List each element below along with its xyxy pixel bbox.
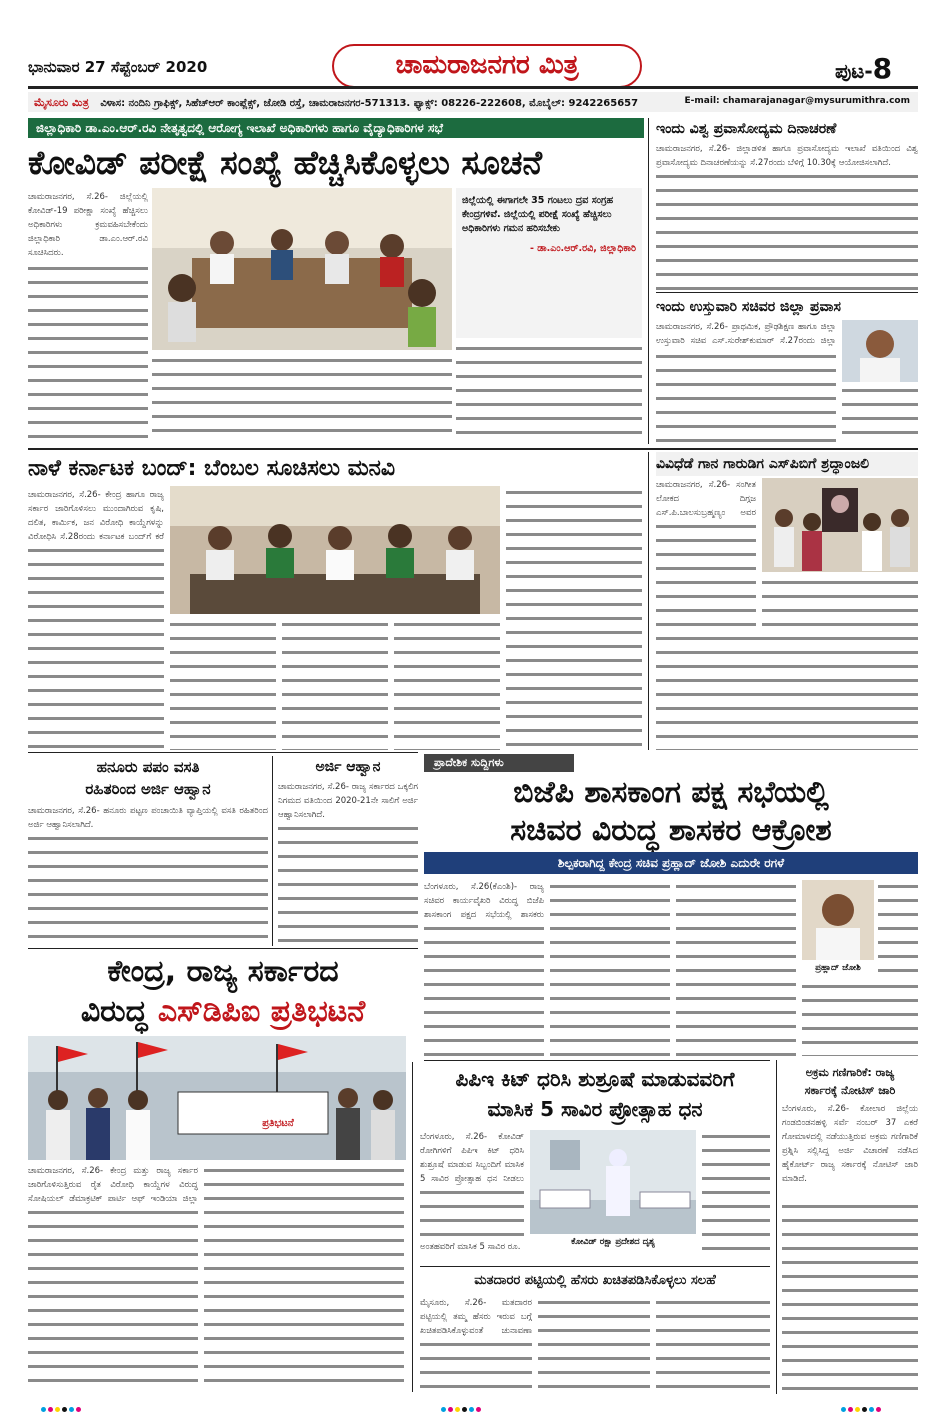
meeting-photo [152, 188, 452, 350]
article4-column-5 [506, 486, 642, 750]
article8-column-5 [802, 980, 918, 1056]
article1-headline: ಕೋವಿಡ್ ಪರೀಕ್ಷೆ ಸಂಖ್ಯೆ ಹೆಚ್ಚಿಸಿಕೊಳ್ಳಲು ಸೂಚನೆ [28, 143, 543, 182]
article8-column-1 [424, 922, 544, 1056]
article3-lead: ಚಾಮರಾಜನಗರ, ಸೆ.26- ಪ್ರಾಥಮಿಕ, ಪ್ರೌಢಶಿಕ್ಷಣ ಹಾಗೂ ಜಿಲ್ಲಾ ಉಸ್ತುವಾರಿ ಸಚಿವ ಎಸ್.ಸುರೇಶ್‌ಕುಮಾರ್ ಸೆ.27ರಂದು ಜಿಲ್ಲಾ [656, 322, 836, 346]
article1-quote-box [456, 188, 642, 338]
covid-ward-photo [530, 1130, 696, 1234]
article8-column-2 [550, 880, 670, 1056]
article10-headline [420, 1064, 770, 1126]
article8-column-4 [878, 880, 918, 976]
protest-photo [28, 1036, 406, 1160]
article10-column-2 [702, 1130, 770, 1260]
article8-headline-line2: ಸಚಿವರ ವಿರುದ್ಧ ಶಾಸಕರ ಆಕ್ರೋಶ [510, 813, 832, 848]
article9-lead: ಚಾಮರಾಜನಗರ, ಸೆ.26- ಕೇಂದ್ರ ಮತ್ತು ರಾಜ್ಯ ಸರ್ಕಾರ ಜಾರಿಗೊಳಿಸುತ್ತಿರುವ ರೈತ ವಿರೋಧಿ ಕಾಯ್ದೆಗಳ ವಿರುದ್ಧ ಸೋಷಿಯಲ್ ಡೆಮಾಕ್ರಟಿಕ್ ಪಾರ್ಟಿ ಆಫ್ ಇಂಡಿಯಾ ಜಿಲ್ಲಾ [28, 1166, 198, 1204]
article3-body-2 [842, 384, 918, 444]
article10-headline-line2: ಮಾಸಿಕ 5 ಸಾವಿರ ಪ್ರೋತ್ಸಾಹ ಧನ [487, 1097, 703, 1121]
article10-lead: ಬೆಂಗಳೂರು, ಸೆ.26- ಕೋವಿಡ್ ರೋಗಿಗಳಿಗೆ ಪಿಪಿಇ ಕಿಟ್ ಧರಿಸಿ ಶುಶ್ರೂಷೆ ಮಾಡುವ ಸಿಬ್ಬಂದಿಗೆ ಮಾಸಿಕ 5 ಸಾವಿರ ಪ್ರೋತ್ಸಾಹ ಧನ ನೀಡಲು [420, 1132, 524, 1184]
article10-footer: ಅಂತಹವರಿಗೆ ಮಾಸಿಕ 5 ಸಾವಿರ ರೂ. [420, 1242, 521, 1252]
article8-headline [424, 774, 918, 850]
article4-lead: ಚಾಮರಾಜನಗರ, ಸೆ.26- ಕೇಂದ್ರ ಹಾಗೂ ರಾಜ್ಯ ಸರ್ಕಾರ ಜಾರಿಗೊಳಿಸಲು ಮುಂದಾಗಿರುವ ಕೃಷಿ, ದಲಿತ, ಕಾರ್ಮಿಕ, ಜನ ವಿರೋಧಿ ಕಾಯ್ದೆಗಳನ್ನು ವಿರೋಧಿಸಿ ಸೆ.28ರಂದು ಕರ್ನಾಟಕ ಬಂದ್‌ಗೆ ಕರೆ [28, 490, 164, 542]
article9-column-2 [204, 1164, 404, 1392]
article8-headline-line1: ಬಿಜೆಪಿ ಶಾಸಕಾಂಗ ಪಕ್ಷ ಸಭೆಯಲ್ಲಿ [513, 775, 829, 810]
article6-body [28, 832, 268, 944]
article8-column-3 [676, 880, 796, 1056]
article1-column-3 [456, 342, 642, 442]
protest-banner-text: ಪ್ರತಿಭಟನೆ [262, 1118, 294, 1129]
joshi-caption: ಪ್ರಹ್ಲಾದ್ ಜೋಶಿ [815, 963, 861, 973]
article7-body [278, 822, 418, 944]
article6-lead: ಚಾಮರಾಜನಗರ, ಸೆ.26- ಹನೂರು ಪಟ್ಟಣ ಪಂಚಾಯಿತಿ ವ್ಯಾಪ್ತಿಯಲ್ಲಿ ವಸತಿ ರಹಿತರಿಂದ ಅರ್ಜಿ ಆಹ್ವಾನಿಸಲಾಗಿದೆ. [28, 806, 268, 830]
article2-body [656, 170, 918, 290]
covid-ward-caption: ಕೋವಿಡ್ ರಕ್ಷಾ ಪ್ರದೇಶದ ದೃಶ್ಯ [571, 1237, 655, 1247]
newspaper-title: ಚಾಮರಾಜನಗರ ಮಿತ್ರ [332, 44, 642, 88]
article8-lead: ಬೆಂಗಳೂರು, ಸೆ.26(ಕೆಎಂಶಿ)- ರಾಜ್ಯ ಸಚಿವರ ಕಾರ್ಯವೈಖರಿ ವಿರುದ್ಧ ಬಿಜೆಪಿ ಶಾಸಕಾಂಗ ಪಕ್ಷದ ಸಭೆಯಲ್ಲಿ ಶಾಸಕರು [424, 882, 544, 920]
article1-column-1 [28, 262, 148, 440]
article12-column-3 [656, 1296, 770, 1392]
article12-column-1 [420, 1338, 532, 1392]
article4-column-4 [394, 618, 500, 750]
article10-column-1 [420, 1186, 524, 1238]
article11-headline [782, 1064, 918, 1100]
article5-headline: ವಿವಿಧೆಡೆ ಗಾನ ಗಾರುಡಿಗ ಎಸ್‌ಪಿಬಿಗೆ ಶ್ರದ್ಧಾಂಜಲಿ [656, 452, 918, 476]
sister-brand: ಮೈಸೂರು ಮಿತ್ರ [34, 96, 89, 109]
contact-bar [28, 92, 918, 112]
article1-quote: ಜಿಲ್ಲೆಯಲ್ಲಿ ಈಗಾಗಲೇ 35 ಗಂಟಲು ದ್ರವ ಸಂಗ್ರಹ ಕೇಂದ್ರಗಳಿವೆ. ಜಿಲ್ಲೆಯಲ್ಲಿ ಪರೀಕ್ಷೆ ಸಂಖ್ಯೆ ಹೆಚ್ಚಿಸಲು ಅಧಿಕಾರಿಗಳು ಗಮನ ಹರಿಸಬೇಕು [462, 195, 614, 234]
article4-column-1 [28, 544, 164, 750]
article7-lead: ಚಾಮರಾಜನಗರ, ಸೆ.26- ರಾಜ್ಯ ಸರ್ಕಾರದ ಒಕ್ಕಲಿಗ ನಿಗಮದ ವತಿಯಿಂದ 2020-21ನೇ ಸಾಲಿಗೆ ಅರ್ಜಿ ಆಹ್ವಾನಿಸಲಾಗಿದೆ. [278, 782, 418, 820]
article7-headline: ಅರ್ಜಿ ಆಹ್ವಾನ [315, 759, 381, 775]
page-number-value: 8 [872, 52, 893, 85]
article9-headline-highlight: ಎಸ್‌ಡಿಪಿಐ ಪ್ರತಿಭಟನೆ [157, 994, 366, 1029]
article6-headline [28, 756, 268, 800]
article11-body [782, 1200, 918, 1392]
article2-lead: ಚಾಮರಾಜನಗರ, ಸೆ.26- ಜಿಲ್ಲಾಡಳಿತ ಹಾಗೂ ಪ್ರವಾಸೋದ್ಯಮ ಇಲಾಖೆ ವತಿಯಿಂದ ವಿಶ್ವ ಪ್ರವಾಸೋದ್ಯಮ ದಿನಾಚರಣೆಯನ್ನು ಸೆ.27ರಂದು ಬೆಳಿಗ್ಗೆ 10.30ಕ್ಕೆ ಆಯೋಜಿಸಲಾಗಿದೆ. [656, 144, 918, 168]
contact-email: E-mail: chamarajanagar@mysurumithra.com [684, 96, 910, 106]
article5-column-3 [656, 632, 918, 750]
article8-strip: ಶಿಲ್ಪಕರಾಗಿದ್ದ ಕೇಂದ್ರ ಸಚಿವ ಪ್ರಹ್ಲಾದ್ ಜೋಶಿ ಎದುರೇ ರಗಳೆ [424, 852, 918, 874]
article4-column-3 [282, 618, 388, 750]
article11-lead: ಬೆಂಗಳೂರು, ಸೆ.26- ಕೋಲಾರ ಜಿಲ್ಲೆಯ ಗಂಡಬಿಂಡನಹಳ್ಳಿ ಸರ್ವೆ ನಂಬರ್ 37 ಎಕರೆ ಗೋಮಾಳದಲ್ಲಿ ನಡೆಯುತ್ತಿರುವ ಅಕ್ರಮ ಗಣಿಗಾರಿಕೆ ಪ್ರಶ್ನಿಸಿ ಸಲ್ಲಿಸಿದ್ದ ಅರ್ಜಿ ವಿಚಾರಣೆ ನಡೆಸಿದ ಹೈಕೋರ್ಟ್ ರಾಜ್ಯ ಸರ್ಕಾರಕ್ಕೆ ನೋಟಿಸ್ ಜಾರಿ ಮಾಡಿದೆ. [782, 1104, 918, 1184]
article4-headline: ನಾಳೆ ಕರ್ನಾಟಕ ಬಂದ್: ಬೆಂಬಲ ಸೂಚಿಸಲು ಮನವಿ [28, 456, 396, 481]
article5-column-2 [762, 576, 918, 630]
article9-headline-line1: ಕೇಂದ್ರ, ರಾಜ್ಯ ಸರ್ಕಾರದ [107, 954, 339, 989]
tribute-photo [762, 478, 918, 572]
page-number [835, 52, 892, 85]
article9-headline-prefix: ವಿರುದ್ಧ [80, 994, 158, 1029]
joshi-portrait [802, 880, 874, 960]
page-label: ಪುಟ- [835, 59, 873, 83]
article12-headline: ಮತದಾರರ ಪಟ್ಟಿಯಲ್ಲಿ ಹೆಸರು ಖಚಿತಪಡಿಸಿಕೊಳ್ಳಲು ಸಲಹೆ [474, 1273, 716, 1288]
article5-lead: ಚಾಮರಾಜನಗರ, ಸೆ.26- ಸಂಗೀತ ಲೋಕದ ದಿಗ್ಗಜ ಎಸ್.ಪಿ.ಬಾಲಸುಬ್ರಹ್ಮಣ್ಯಂ ಅವರ [656, 480, 756, 518]
article12-column-2 [538, 1296, 650, 1392]
article11-headline-line2: ಸರ್ಕಾರಕ್ಕೆ ನೋಟಿಸ್ ಜಾರಿ [804, 1084, 896, 1097]
article2-headline: ಇಂದು ವಿಶ್ವ ಪ್ರವಾಸೋದ್ಯಮ ದಿನಾಚರಣೆ [656, 121, 837, 137]
article5-column-1 [656, 520, 756, 630]
article1-quote-author: - ಡಾ.ಎಂ.ಆರ್.ರವಿ, ಜಿಲ್ಲಾಧಿಕಾರಿ [529, 243, 636, 254]
article6-headline-line1: ಹನೂರು ಪಪಂ ವಸತಿ [96, 758, 200, 776]
article11-headline-line1: ಅಕ್ರಮ ಗಣಿಗಾರಿಕೆ: ರಾಜ್ಯ [805, 1066, 895, 1079]
article3-body [656, 350, 836, 444]
article1-strip: ಜಿಲ್ಲಾಧಿಕಾರಿ ಡಾ.ಎಂ.ಆರ್.ರವಿ ನೇತೃತ್ವದಲ್ಲಿ ಆರೋಗ್ಯ ಇಲಾಖೆ ಅಧಿಕಾರಿಗಳು ಹಾಗೂ ವೈದ್ಯಾಧಿಕಾರಿಗಳ ಸಭೆ [28, 118, 644, 138]
registration-marks-right [840, 1404, 882, 1418]
article4-column-2 [170, 618, 276, 750]
regional-news-tag: ಪ್ರಾದೇಶಿಕ ಸುದ್ದಿಗಳು [424, 754, 574, 772]
article3-headline: ಇಂದು ಉಸ್ತುವಾರಿ ಸಚಿವರ ಜಿಲ್ಲಾ ಪ್ರವಾಸ [656, 299, 841, 315]
press-meet-photo [170, 486, 500, 614]
article10-headline-line1: ಪಿಪಿಇ ಕಿಟ್ ಧರಿಸಿ ಶುಶ್ರೂಷೆ ಮಾಡುವವರಿಗೆ [455, 1067, 735, 1091]
article1-lead: ಚಾಮರಾಜನಗರ, ಸೆ.26- ಜಿಲ್ಲೆಯಲ್ಲಿ ಕೋವಿಡ್-19 ಪರೀಕ್ಷಾ ಸಂಖ್ಯೆ ಹೆಚ್ಚಿಸಲು ಅಧಿಕಾರಿಗಳು ಕ್ರಮವಹಿಸಬೇಕೆಂದು ಜಿಲ್ಲಾಧಿಕಾರಿ ಡಾ.ಎಂ.ಆರ್.ರವಿ ಸೂಚಿಸಿದರು. [28, 192, 148, 258]
registration-marks-left [40, 1404, 82, 1418]
article9-headline [28, 952, 418, 1032]
issue-date: ಭಾನುವಾರ 27 ಸೆಪ್ಟೆಂಬರ್ 2020 [28, 58, 208, 76]
article1-column-2 [152, 354, 452, 442]
minister-portrait [842, 320, 918, 382]
contact-address: ವಿಳಾಸ: ನಂದಿನಿ ಗ್ರಾಫಿಕ್ಸ್, ಸಿಹೆಚ್‌ಆರ್ ಕಾಂಪ್ಲೆಕ್ಸ್, ಜೋಡಿ ರಸ್ತೆ, ಚಾಮರಾಜನಗರ-571313. ಫ್ಯಾಕ್ಸ್: 08226-222608, ಮೊಬೈಲ್: 9242265657 [100, 98, 639, 109]
article12-lead: ಮೈಸೂರು, ಸೆ.26- ಮತದಾರರ ಪಟ್ಟಿಯಲ್ಲಿ ತಮ್ಮ ಹೆಸರು ಇರುವ ಬಗ್ಗೆ ಖಚಿತಪಡಿಸಿಕೊಳ್ಳುವಂತೆ ಚುನಾವಣಾ [420, 1298, 532, 1336]
article6-headline-line2: ರಹಿತರಿಂದ ಅರ್ಜಿ ಆಹ್ವಾನ [85, 780, 211, 798]
registration-marks-center [440, 1404, 482, 1418]
article9-column-1 [28, 1206, 198, 1392]
